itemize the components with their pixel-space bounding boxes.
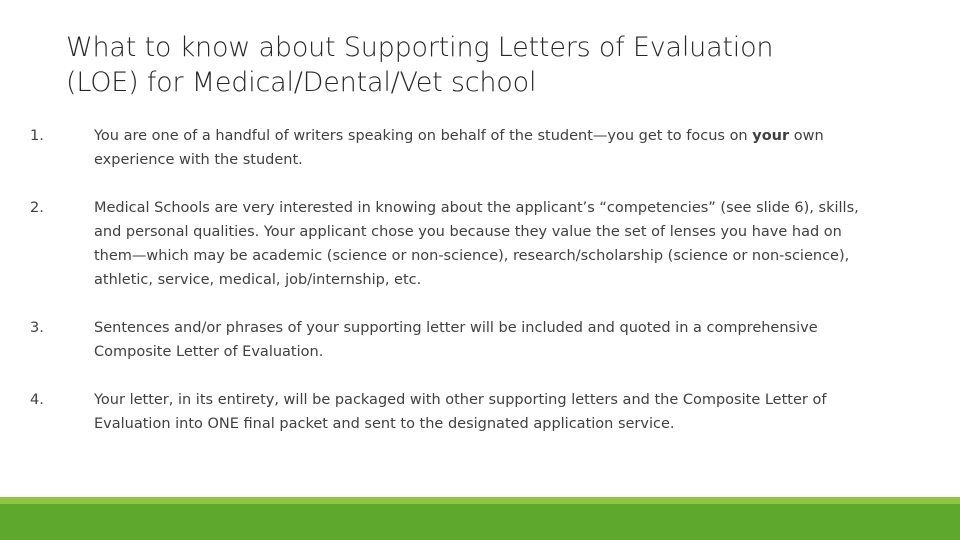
list-item-number: 1. xyxy=(30,128,44,144)
list-item-number: 2. xyxy=(30,200,44,216)
numbered-list xyxy=(30,124,860,436)
slide-title-line-1: What to know about Supporting Letters of Evaluation xyxy=(66,32,774,63)
slide-title-line-2: (LOE) for Medical/Dental/Vet school xyxy=(66,67,537,98)
list-item-text: Sentences and/or phrases of your supporting letter will be included and quoted in a comprehensive Composite Letter of Evaluation. xyxy=(94,320,818,360)
list-item-emphasis: your xyxy=(752,128,790,144)
footer-accent-stripe xyxy=(0,497,960,504)
list-item xyxy=(30,316,860,364)
list-item-number: 3. xyxy=(30,320,44,336)
slide-title xyxy=(66,30,926,100)
list-item xyxy=(30,124,860,172)
list-item-text-start: You are one of a handful of writers speaking on behalf of the student—you get to focus on xyxy=(94,128,753,144)
list-item-text: Medical Schools are very interested in knowing about the applicant’s “competencies” (see slide 6), skills, and personal qualities. Your applicant chose you because they value the set of lenses you have had on them—which may be academic (science or non-science), research/scholarship (science or non-science), athletic, service, medical, job/internship, etc. xyxy=(94,200,859,288)
list-item-text-end: own experience with the student. xyxy=(94,128,824,168)
list-item-number: 4. xyxy=(30,392,44,408)
list-item xyxy=(30,388,860,436)
list-item-text: Your letter, in its entirety, will be packaged with other supporting letters and the Composite Letter of Evaluation into ONE final packet and sent to the designated application service. xyxy=(94,392,827,432)
list-item-text xyxy=(94,124,860,172)
footer-accent-bar xyxy=(0,504,960,540)
list-item xyxy=(30,196,860,292)
